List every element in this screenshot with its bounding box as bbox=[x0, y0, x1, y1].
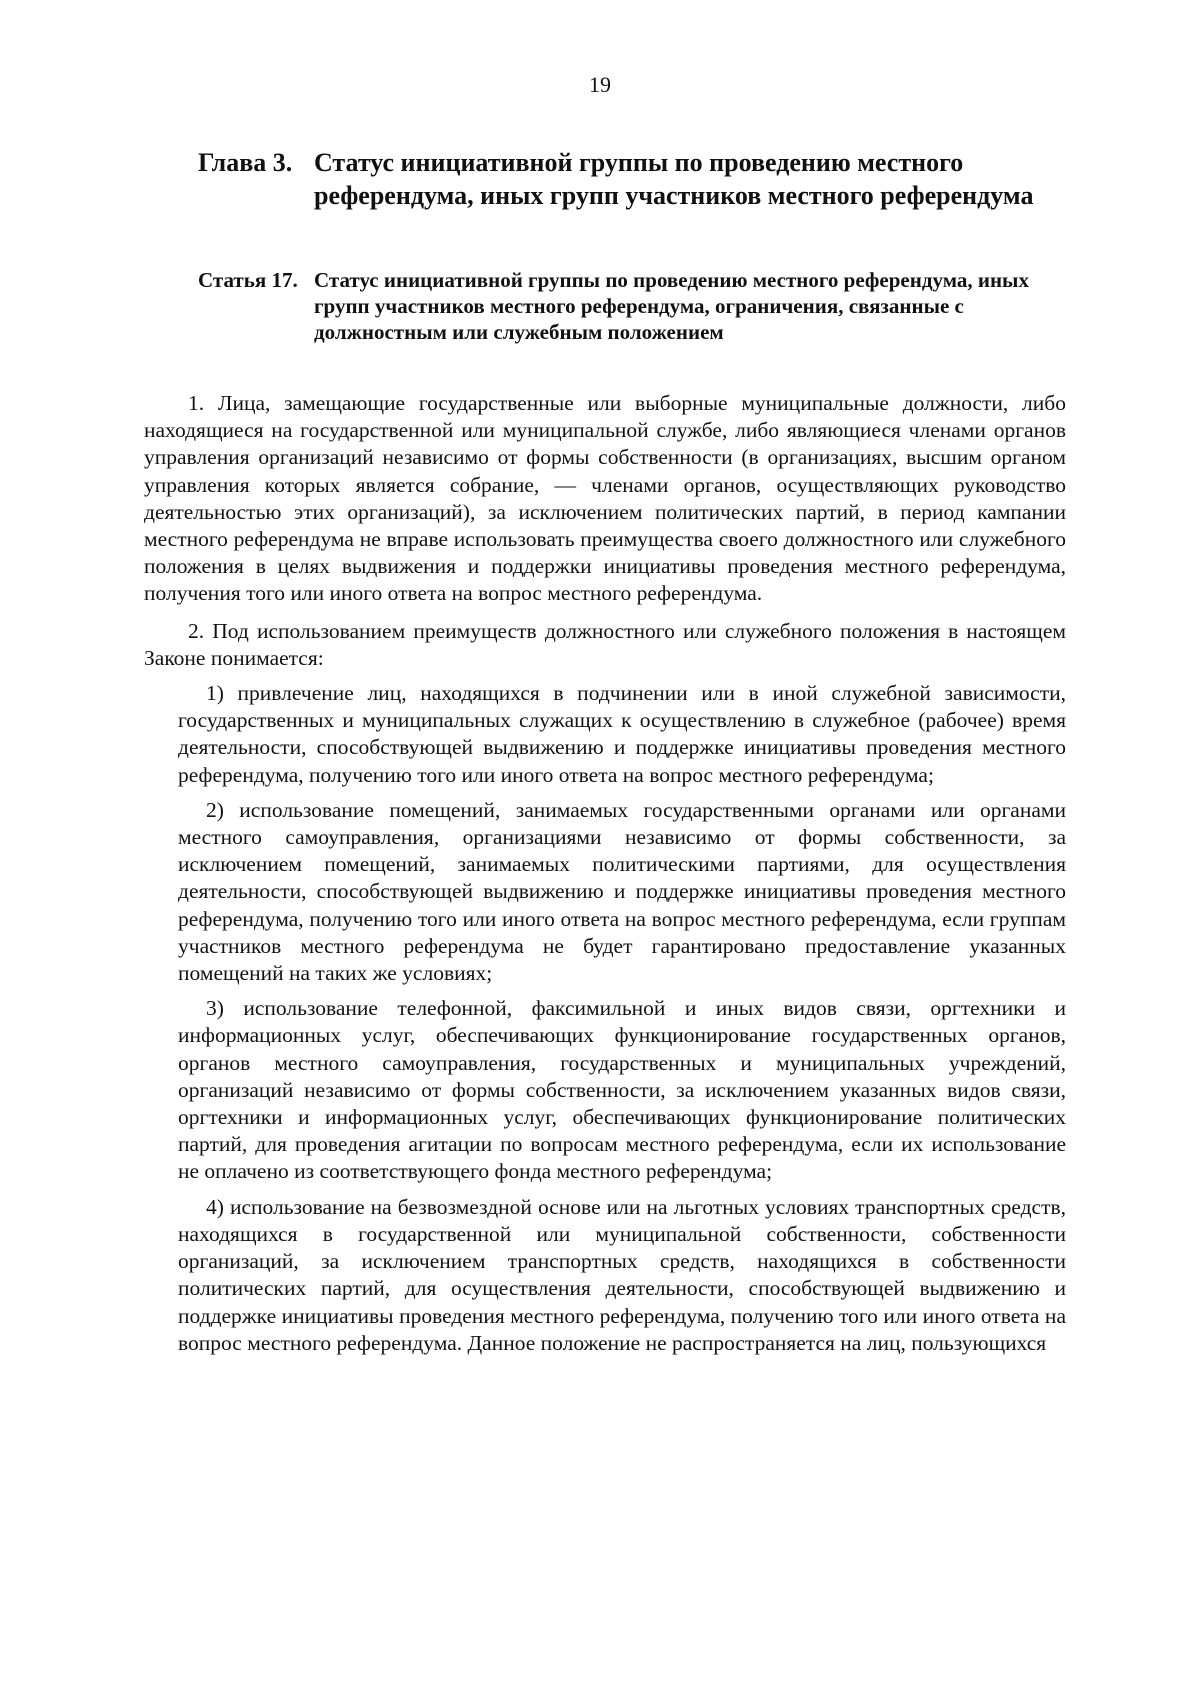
chapter-title: Статус инициативной группы по проведению местного референдума, иных групп участников местного референдума bbox=[314, 148, 1034, 210]
page-number: 19 bbox=[589, 72, 611, 97]
article-title: Статус инициативной группы по проведению местного референдума, иных групп участников местного референдума, ограничения, связанные с должностным или служебным положением bbox=[314, 268, 1029, 344]
paragraph-1: 1. Лица, замещающие государственные или выборные муниципальные должности, либо находящиеся на государственной или муниципальной службе, либо являющиеся членами органов управления организаций независимо от формы собственности (в организациях, высшим органом управления которых является собрание, — членами органов, осуществляющих руководство деятельностью этих организаций), за исключением политических партий, в период кампании местного референдума не вправе использовать преимущества своего должностного или служебного положения в целях выдвижения и поддержки инициативы проведения местного референдума, получения того или иного ответа на вопрос местного референдума. bbox=[144, 391, 1066, 606]
article-heading bbox=[198, 267, 1068, 345]
chapter-heading bbox=[198, 146, 1078, 212]
chapter-label: Глава 3. bbox=[198, 148, 293, 177]
article-body bbox=[144, 390, 1066, 1357]
article-label: Статья 17. bbox=[198, 268, 298, 292]
list-item-2: 2) использование помещений, занимаемых государственными органами или органами местного самоуправления, организациями независимо от формы собственности, за исключением помещений, занимаемых политическими партиями, для осуществления деятельности, способствующей выдвижению и поддержке инициативы проведения местного референдума, получению того или иного ответа на вопрос местного референдума, если группам участников местного референдума не будет гарантировано предоставление указанных помещений на таких же условиях; bbox=[178, 797, 1066, 986]
paragraph-2: 2. Под использованием преимуществ должностного или служебного положения в настоящем Законе понимается: bbox=[144, 618, 1066, 670]
list-item-4: 4) использование на безвозмездной основе или на льготных условиях транспортных средств, находящихся в государственной или муниципальной собственности, собственности организаций, за исключением транспортных средств, находящихся в собственности политических партий, для осуществления деятельности, способствующей выдвижению и поддержке инициативы проведения местного референдума, получению того или иного ответа на вопрос местного референдума. Данное положение не распространяется на лиц, пользующихся bbox=[178, 1194, 1066, 1355]
list-item-3: 3) использование телефонной, факсимильной и иных видов связи, оргтехники и информационных услуг, обеспечивающих функционирование государственных органов, органов местного самоуправления, государственных и муниципальных учреждений, организаций независимо от формы собственности, за исключением указанных видов связи, оргтехники и информационных услуг, обеспечивающих функционирование политических партий, для проведения агитации по вопросам местного референдума, если их использование не оплачено из соответствующего фонда местного референдума; bbox=[178, 996, 1066, 1184]
list-item-1: 1) привлечение лиц, находящихся в подчинении или в иной служебной зависимости, государственных и муниципальных служащих к осуществлению в служебное (рабочее) время деятельности, способствующей выдвижению и поддержке инициативы проведения местного референдума, получению того или иного ответа на вопрос местного референдума; bbox=[178, 681, 1066, 787]
